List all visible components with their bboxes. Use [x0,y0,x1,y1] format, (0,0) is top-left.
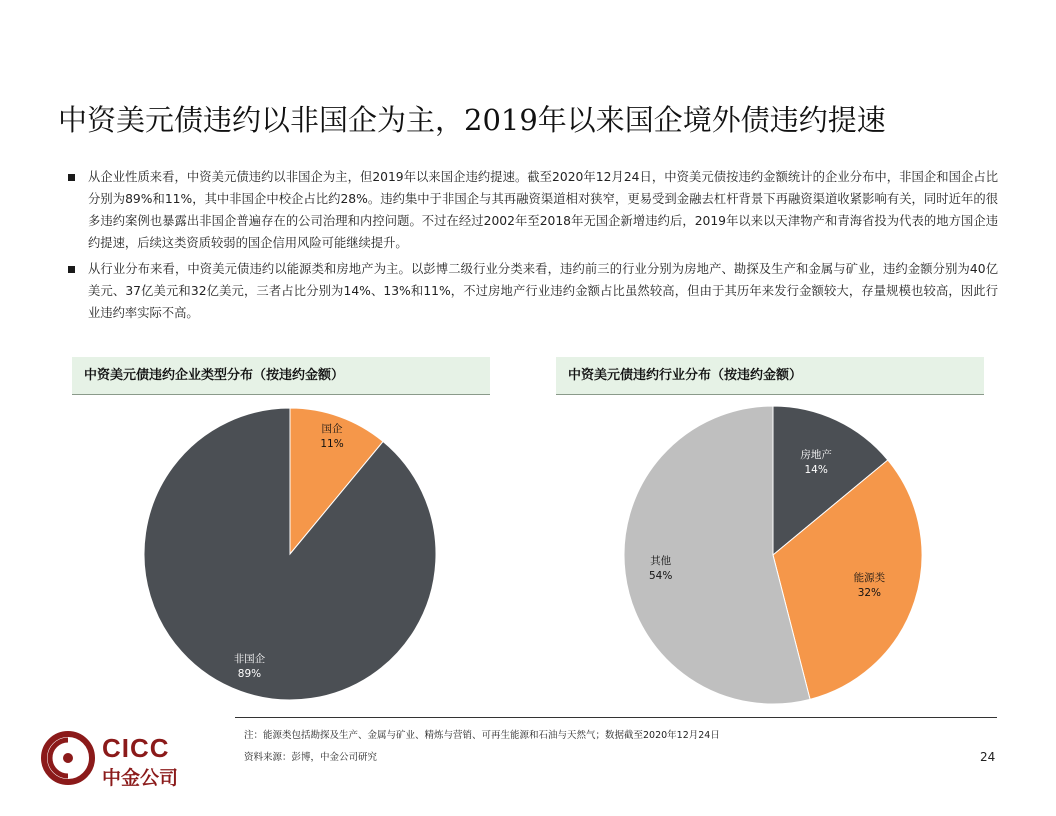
pie-slice-非国企 [144,408,436,700]
page-number: 24 [980,750,996,764]
pie-label-percent: 14% [804,464,828,477]
footnote: 注：能源类包括勘探及生产、金属与矿业、精炼与营销、可再生能源和石油与天然气；数据截至2020年12月24日 [244,730,720,741]
pie-label-name: 国企 [321,423,343,436]
pie-label-percent: 89% [237,667,262,680]
bullet-text: 从企业性质来看，中资美元债违约以非国企为主，但2019年以来国企违约提速。截至2020年12月24日，中资美元债按违约金额统计的企业分布中，非国企和国企占比分别为89%和11%，其中非国企中校企占比约28%。违约集中于非国企与其再融资渠道相对狭窄，更易受到金融去杠杆背景下再融资渠道收紧影响有关，同时近年的很多违约案例也暴露出非国企普遍存在的公司治理和内控问题。不过在经过2002年至2018年无国企新增违约后，2019年以来以天津物产和青海省投为代表的地方国企违约提速，后续这类资质较弱的国企信用风险可能继续提升。 [88,170,998,250]
pie-label-能源类 [854,571,886,601]
logo-text-cn: 中金公司 [102,767,179,789]
bullet-text: 从行业分布来看，中资美元债违约以能源类和房地产为主。以彭博二级行业分类来看，违约前三的行业分别为房地产、勘探及生产和金属与矿业，违约金额分别为40亿美元、37亿美元和32亿美元，三者占比分别为14%、13%和11%，不过房地产行业违约金额占比虽然较高，但由于其历年来发行金额较大，存量规模也较高，因此行业违约率实际不高。 [88,262,998,320]
cicc-logo [40,730,200,790]
pie-svg [144,408,436,700]
pie-label-name: 房地产 [800,449,832,462]
pie-chart-ownership [144,408,436,700]
chart-title-industry: 中资美元债违约行业分布（按违约金额） [556,357,984,395]
bullet-item [68,258,998,324]
page-title: 中资美元债违约以非国企为主，2019年以来国企境外债违约提速 [58,103,886,137]
bullet-item [68,166,998,254]
bullet-marker-icon [68,266,75,273]
cicc-logo-mark-icon [40,730,96,786]
chart-title-ownership: 中资美元债违约企业类型分布（按违约金额） [72,357,490,395]
pie-chart-industry [624,406,922,704]
pie-label-name: 非国企 [233,652,266,665]
footer-divider [235,717,997,718]
pie-label-国企 [320,422,343,452]
bullet-marker-icon [68,174,75,181]
pie-label-name: 能源类 [853,572,886,585]
pie-label-name: 其他 [650,555,672,568]
source-note: 资料来源：彭博，中金公司研究 [244,752,378,763]
pie-label-房地产 [800,448,832,478]
pie-label-非国企 [234,652,266,682]
bullet-list [68,166,998,328]
pie-label-percent: 32% [857,587,882,600]
pie-label-percent: 54% [648,570,673,583]
pie-label-percent: 11% [320,438,344,451]
logo-text-en: CICC [102,733,170,763]
pie-label-其他 [649,554,672,584]
